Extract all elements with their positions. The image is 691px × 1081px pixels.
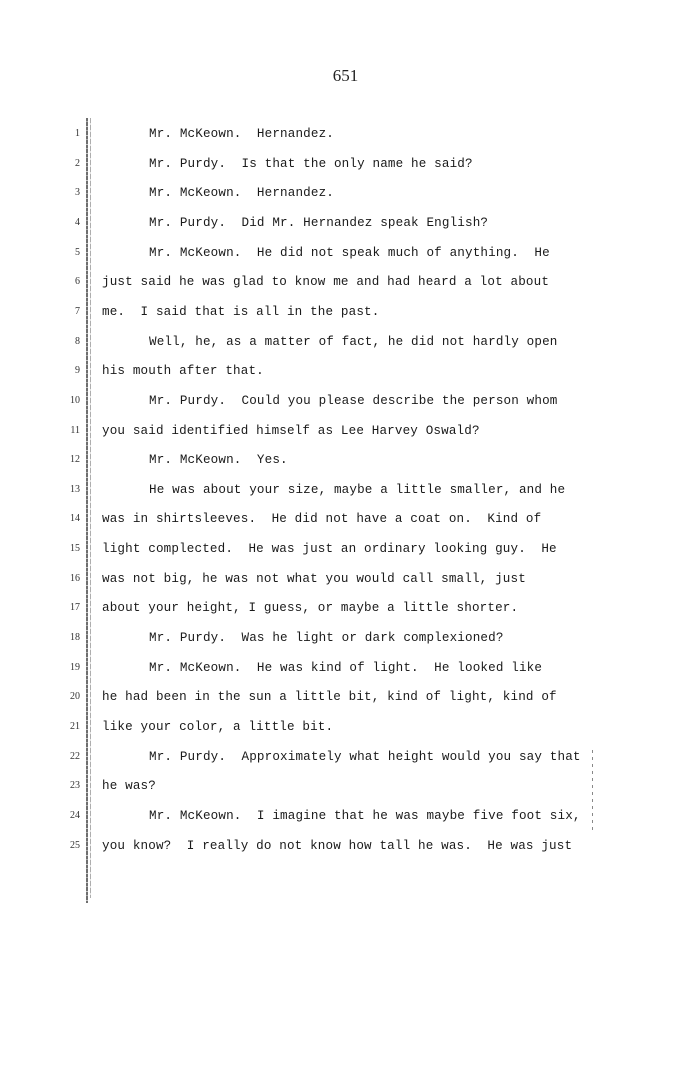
line-number: 19 [70,661,80,673]
line-number: 13 [70,483,80,495]
line-number: 11 [70,424,80,436]
transcript-line [0,746,691,768]
line-number: 7 [75,305,80,317]
line-number: 10 [70,394,80,406]
line-number: 14 [70,513,80,525]
line-text: Mr. McKeown. Hernandez. [149,186,334,201]
transcript-line [0,568,691,590]
transcript-line [0,449,691,471]
line-number: 15 [70,543,80,555]
line-text: He was about your size, maybe a little smaller, and he [149,482,566,497]
line-number: 8 [75,335,80,347]
transcript-line [0,420,691,442]
transcript-line [0,123,691,145]
line-text: was in shirtsleeves. He did not have a coat on. Kind of [102,512,542,527]
line-number: 22 [70,750,80,762]
line-number: 4 [75,216,80,228]
line-text: you said identified himself as Lee Harvey Oswald? [102,423,480,438]
line-number: 9 [75,365,80,377]
line-number: 23 [70,780,80,792]
transcript-line [0,212,691,234]
transcript-line [0,301,691,323]
line-number: 1 [75,128,80,139]
transcript-line [0,479,691,501]
transcript-line [0,775,691,797]
line-text: just said he was glad to know me and had heard a lot about [102,275,550,290]
line-number: 16 [70,572,80,584]
line-number: 2 [75,157,80,169]
line-text: like your color, a little bit. [102,720,334,734]
line-number: 3 [75,187,80,199]
line-number: 25 [70,839,80,851]
page-number: 651 [332,66,359,85]
transcript-line [0,597,691,619]
line-text: he was? [102,779,156,794]
transcript-line [0,716,691,738]
line-text: Mr. Purdy. Did Mr. Hernandez speak English? [149,215,489,230]
transcript-line [0,657,691,679]
transcript-line [0,835,691,857]
line-text: was not big, he was not what you would call small, just [102,571,526,586]
line-number: 18 [70,632,80,644]
line-text: about your height, I guess, or maybe a little shorter. [102,601,519,616]
line-number: 17 [70,602,80,614]
line-number: 24 [70,809,80,821]
transcript-line [0,360,691,382]
transcript-line [0,182,691,204]
line-text: Mr. McKeown. I imagine that he was maybe five foot six, [149,808,581,823]
transcript-line [0,153,691,175]
line-text: Mr. McKeown. Hernandez. [149,127,334,141]
line-number: 12 [70,454,80,466]
transcript-line [0,627,691,649]
transcript-line [0,242,691,264]
transcript-line [0,331,691,353]
line-text: he had been in the sun a little bit, kind of light, kind of [102,690,557,705]
transcript-line [0,508,691,530]
line-text: Mr. McKeown. He did not speak much of anything. He [149,245,550,260]
line-text: Mr. Purdy. Approximately what height would you say that [149,749,581,764]
line-text: me. I said that is all in the past. [102,304,380,319]
line-text: Mr. McKeown. He was kind of light. He looked like [149,660,543,675]
line-text: Mr. McKeown. Yes. [149,453,288,468]
line-number: 20 [70,691,80,703]
line-text: Mr. Purdy. Was he light or dark complexioned? [149,631,504,646]
line-text: light complected. He was just an ordinary looking guy. He [102,542,557,557]
line-number: 21 [70,721,80,732]
transcript-line [0,538,691,560]
line-number: 5 [75,246,80,258]
transcript-line [0,805,691,827]
line-text: Mr. Purdy. Could you please describe the person whom [149,393,558,408]
transcript-line [0,271,691,293]
line-text: Mr. Purdy. Is that the only name he said? [149,156,473,171]
line-text: Well, he, as a matter of fact, he did not hardly open [149,334,558,349]
line-number: 6 [75,276,80,288]
transcript-line [0,390,691,412]
transcript-line [0,686,691,708]
line-text: you know? I really do not know how tall he was. He was just [102,838,573,853]
line-text: his mouth after that. [102,364,264,379]
